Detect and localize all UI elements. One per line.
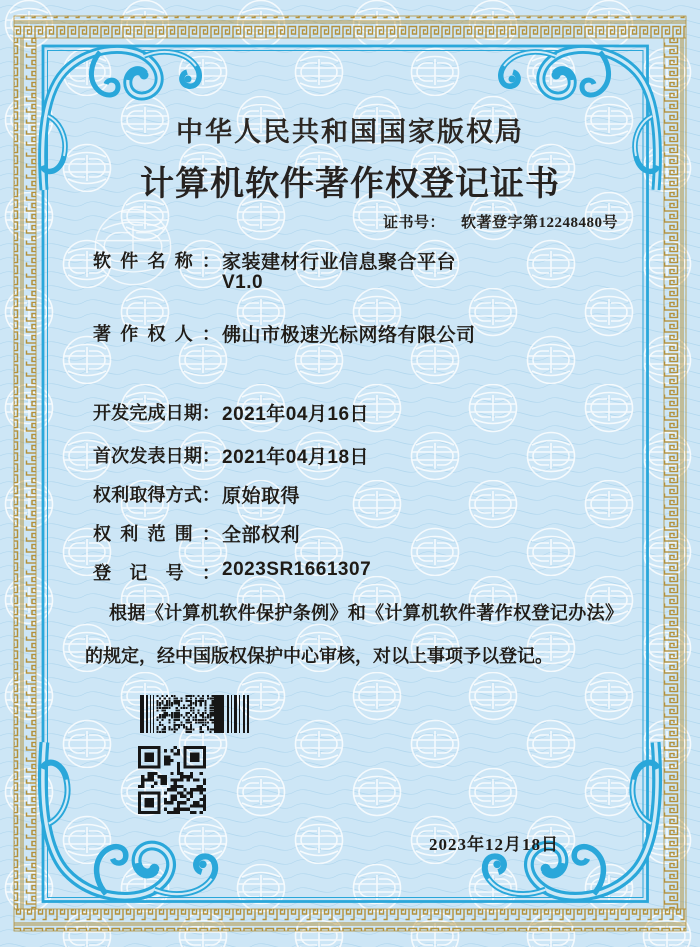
field-copyright-owner xyxy=(93,320,476,347)
field-rights-scope xyxy=(93,520,300,547)
field-first-publish-date xyxy=(93,442,369,469)
field-label: 软件名称： xyxy=(93,251,220,271)
certificate-number-value: 软著登字第12248480号 xyxy=(460,215,618,231)
field-value: 2023SR1661307 xyxy=(222,559,372,580)
field-value: 全部权利 xyxy=(222,525,301,546)
issuing-authority: 中华人民共和国国家版权局 xyxy=(176,117,524,147)
certificate-title: 计算机软件著作权登记证书 xyxy=(140,166,560,203)
field-label: 登记号： xyxy=(93,563,220,583)
barcode xyxy=(140,695,250,733)
field-value: 家装建材行业信息聚合平台 xyxy=(222,252,457,273)
field-label: 权利范围： xyxy=(93,524,220,544)
field-value: 原始取得 xyxy=(222,486,301,507)
field-label: 首次发表日期： xyxy=(93,446,220,466)
field-software-version xyxy=(222,272,263,294)
issue-date: 2023年12月18日 xyxy=(429,835,559,854)
field-software-name xyxy=(93,247,456,274)
field-label: 著作权人： xyxy=(93,324,220,344)
certificate-number-label: 证书号： xyxy=(382,215,445,231)
field-value: 佛山市极速光标网络有限公司 xyxy=(222,325,476,346)
field-value: V1.0 xyxy=(222,272,264,293)
field-rights-acquisition xyxy=(93,481,300,508)
field-value: 2021年04月16日 xyxy=(222,404,370,425)
field-label: 开发完成日期： xyxy=(93,403,220,423)
field-label: 权利取得方式： xyxy=(93,485,220,505)
field-registration-number xyxy=(93,559,371,585)
registration-statement: 根据《计算机软件保护条例》和《计算机软件著作权登记办法》的规定，经中国版权保护中心审核，对以上事项予以登记。 xyxy=(85,603,623,666)
field-value: 2021年04月18日 xyxy=(222,447,370,468)
certificate-number xyxy=(383,211,618,232)
field-dev-complete-date xyxy=(93,399,369,426)
qr-code xyxy=(138,746,206,814)
